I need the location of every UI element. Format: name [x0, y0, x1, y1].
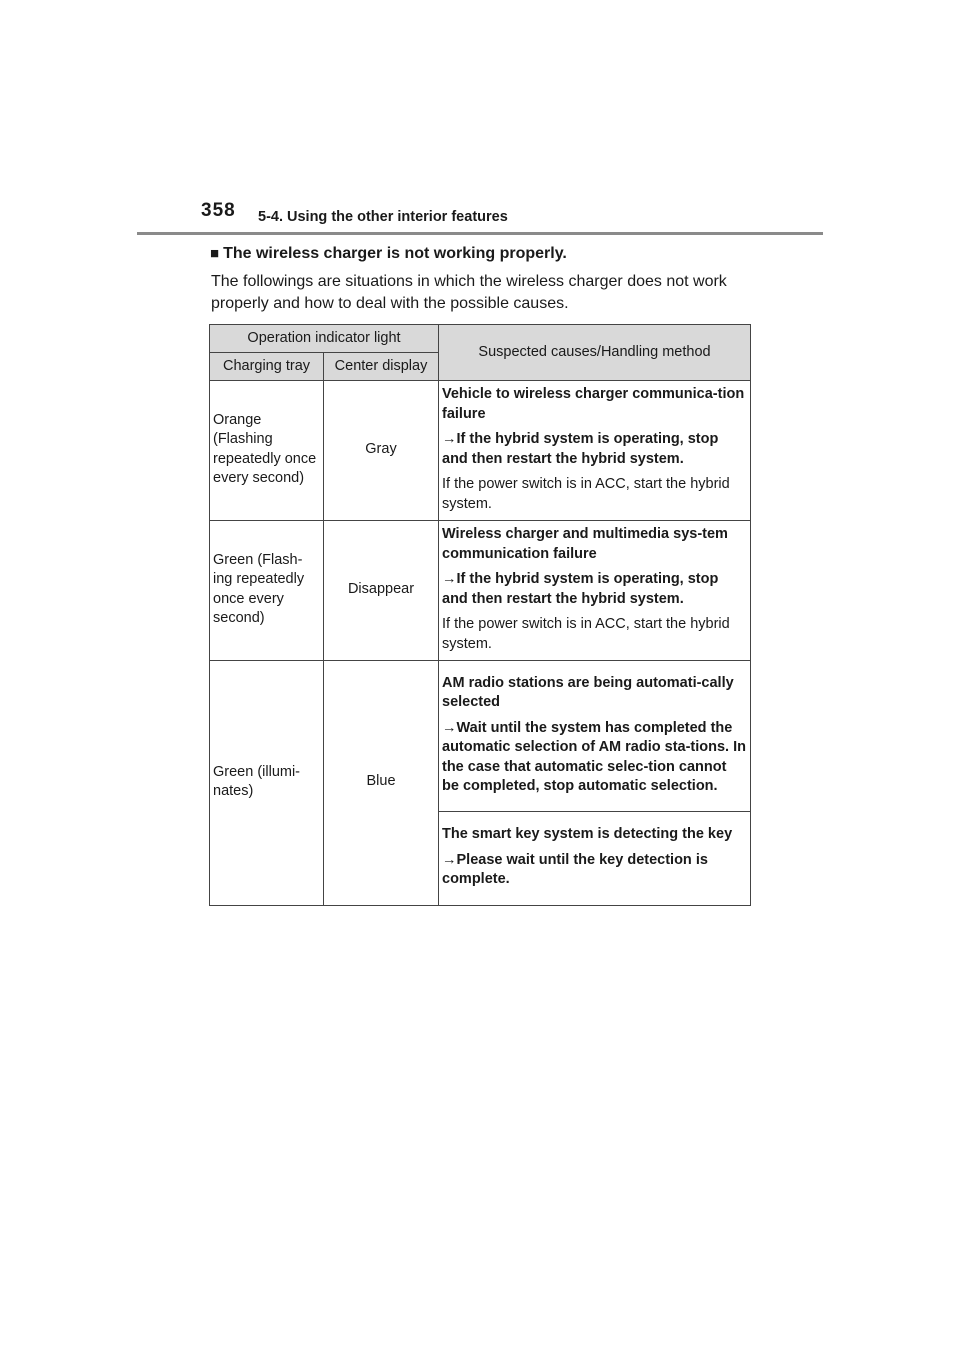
- cause-cell: [439, 812, 751, 906]
- header-charging-tray: Charging tray: [210, 353, 324, 381]
- cause-title: Vehicle to wireless charger communica-tion failure: [442, 386, 745, 422]
- cause-cell: [439, 661, 751, 812]
- tray-status: Orange (Flashing repeatedly once every second): [210, 381, 324, 521]
- display-status: Blue: [324, 661, 439, 906]
- header-rule: [137, 232, 823, 235]
- handling-method: →Wait until the system has completed the automatic selection of AM radio sta-tions. In the case that automatic selec-tion cannot be completed, stop automatic selection.: [442, 719, 746, 794]
- tray-status: Green (illumi-nates): [210, 661, 324, 906]
- cause-cell: [439, 381, 751, 521]
- cause-title: Wireless charger and multimedia sys-tem communication failure: [442, 526, 728, 562]
- display-status: Disappear: [324, 521, 439, 661]
- section-heading: [210, 245, 567, 263]
- handling-note: If the power switch is in ACC, start the hybrid system.: [442, 476, 730, 512]
- cause-title: The smart key system is detecting the key: [442, 826, 733, 843]
- handling-method: →Please wait until the key detection is complete.: [442, 851, 708, 888]
- troubleshooting-table: [209, 324, 751, 906]
- handling-method: →If the hybrid system is operating, stop and then restart the hybrid system.: [442, 571, 719, 607]
- handling-note: If the power switch is in ACC, start the hybrid system.: [442, 616, 730, 652]
- page-number: 358: [201, 200, 236, 221]
- header-indicator-light: Operation indicator light: [210, 325, 439, 353]
- intro-paragraph: The followings are situations in which the wireless charger does not work properly and how to deal with the possible causes.: [211, 273, 727, 312]
- heading-text: The wireless charger is not working properly.: [223, 245, 567, 262]
- header-causes: Suspected causes/Handling method: [439, 325, 751, 381]
- display-status: Gray: [324, 381, 439, 521]
- header-center-display: Center display: [324, 353, 439, 381]
- table-row: [210, 661, 751, 812]
- table-row: [210, 381, 751, 521]
- square-bullet-icon: ■: [210, 245, 220, 262]
- table-row: [210, 521, 751, 661]
- cause-title: AM radio stations are being automati-cally selected: [442, 674, 734, 710]
- cause-cell: [439, 521, 751, 661]
- section-header: 5-4. Using the other interior features: [258, 209, 508, 225]
- tray-status: Green (Flash-ing repeatedly once every second): [210, 521, 324, 661]
- handling-method: →If the hybrid system is operating, stop and then restart the hybrid system.: [442, 431, 719, 467]
